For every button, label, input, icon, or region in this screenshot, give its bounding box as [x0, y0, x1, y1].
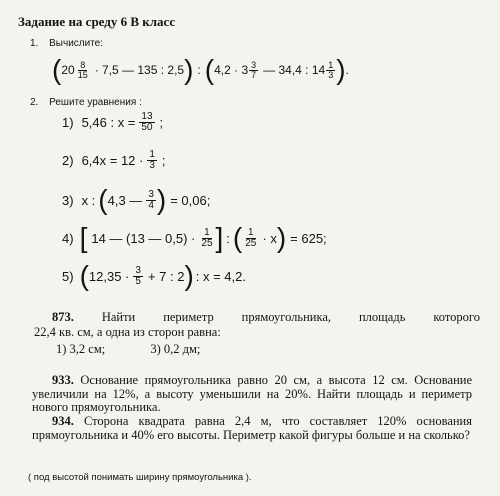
fraction — [199, 228, 214, 249]
equation-part: 6,4x = 12 · — [81, 153, 144, 168]
fraction-denominator: 25 — [201, 237, 213, 249]
fraction — [243, 228, 258, 249]
page-title: Задание на среду 6 В класс — [18, 14, 176, 29]
equation-5 — [62, 262, 246, 290]
problem-number: 873. — [52, 310, 74, 324]
fraction-numerator: 8 — [80, 59, 86, 70]
task1-expression — [52, 56, 349, 84]
task2-number: 2. — [30, 97, 39, 108]
equation-part: x : — [81, 192, 96, 208]
equation-part: ; — [161, 153, 166, 168]
open-paren: ( — [204, 54, 215, 85]
fraction-numerator: 1 — [328, 59, 334, 70]
equation-index: 4) — [62, 230, 74, 246]
fraction-numerator: 1 — [149, 149, 155, 160]
expr-part: 4,2 · 3 — [214, 63, 249, 77]
fraction-numerator: 13 — [141, 111, 153, 122]
close-paren: ) — [156, 184, 167, 215]
equation-index: 5) — [62, 268, 74, 284]
equation-part: ; — [159, 115, 164, 130]
fraction-numerator: 3 — [148, 188, 154, 200]
problem-873-line2: 22,4 кв. см, а одна из сторон равна: — [34, 325, 221, 339]
fraction-numerator: 1 — [248, 226, 254, 238]
fraction — [76, 61, 90, 80]
equation-part: · x — [262, 230, 277, 246]
equation-index: 1) — [62, 115, 74, 130]
fraction — [146, 190, 156, 211]
equation-index: 3) — [62, 192, 74, 208]
equation-part: : — [226, 230, 230, 246]
open-paren: ( — [98, 184, 108, 215]
equation-part: = 625; — [290, 230, 327, 246]
fraction-denominator: 25 — [245, 237, 257, 249]
expr-part: — 34,4 : 14 — [263, 63, 326, 77]
fraction — [133, 266, 143, 287]
fraction-numerator: 3 — [251, 59, 257, 70]
equation-part: = 0,06; — [170, 192, 211, 208]
problem-873-options — [34, 342, 480, 357]
close-paren: ) — [336, 54, 346, 85]
equation-3 — [62, 186, 210, 214]
expr-part: 20 — [61, 63, 75, 77]
close-paren: ) — [184, 260, 194, 291]
task2-label: Решите уравнения : — [49, 97, 142, 108]
problem-number: 934. — [52, 414, 74, 428]
fraction-denominator: 7 — [251, 69, 257, 80]
fraction-numerator: 3 — [135, 264, 141, 276]
task1-heading — [30, 38, 103, 49]
fraction — [249, 61, 258, 80]
fraction-denominator: 3 — [149, 160, 155, 171]
equation-4 — [62, 224, 327, 252]
close-paren: ) — [184, 54, 194, 85]
open-bracket: [ — [79, 222, 88, 253]
open-paren: ( — [232, 222, 243, 253]
fraction-denominator: 15 — [77, 69, 88, 80]
task1-number: 1. — [30, 38, 39, 49]
expr-part: . — [345, 63, 349, 77]
fraction-denominator: 4 — [148, 199, 154, 211]
equation-part: : x = 4,2. — [195, 268, 246, 284]
problem-number: 933. — [52, 373, 74, 387]
task2-heading — [30, 97, 142, 108]
equation-part: + 7 : 2 — [147, 268, 185, 284]
problem-873-line1 — [34, 310, 480, 325]
equation-part: 5,46 : x = — [81, 115, 136, 130]
open-paren: ( — [79, 260, 89, 291]
fraction-denominator: 5 — [135, 275, 141, 287]
fraction-denominator: 50 — [141, 122, 153, 133]
fraction-denominator: 3 — [328, 69, 334, 80]
fraction-numerator: 1 — [204, 226, 210, 238]
task1-label: Вычислите: — [49, 38, 104, 49]
problem-text: Основание прямоугольника равно 20 см, а высота 12 см. Основание увеличили на 12%, а высоту уменьшили на 20%. Найти площадь и периметр нового прямоугольника. — [32, 373, 472, 414]
equation-index: 2) — [62, 153, 74, 168]
equation-part: 12,35 · — [88, 268, 130, 284]
option-1: 1) 3,2 см; — [56, 342, 106, 356]
expr-part: · 7,5 — 135 : 2,5 — [94, 63, 185, 77]
problem-933 — [32, 374, 472, 415]
fraction — [326, 61, 335, 80]
equation-part: 4,3 — — [107, 192, 143, 208]
problem-873 — [34, 310, 480, 357]
problem-text: Сторона квадрата равна 2,4 м, что составляет 120% основания прямоугольника и 40% его высоты. Периметр какой фигуры больше и на сколько? — [32, 414, 472, 442]
fraction — [139, 112, 154, 133]
footnote: ( под высотой понимать ширину прямоугольника ). — [28, 472, 252, 483]
expr-part: : — [197, 63, 201, 77]
equation-2 — [62, 150, 166, 171]
close-bracket: ] — [215, 222, 224, 253]
equation-1 — [62, 112, 163, 133]
fraction — [147, 150, 157, 171]
open-paren: ( — [52, 54, 62, 85]
option-3: 3) 0,2 дм; — [150, 342, 201, 356]
problem-934 — [32, 415, 472, 442]
equation-part: 14 — (13 — 0,5) · — [91, 230, 196, 246]
problem-text: Найти периметр прямоугольника, площадь которого — [101, 310, 480, 324]
close-paren: ) — [276, 222, 287, 253]
